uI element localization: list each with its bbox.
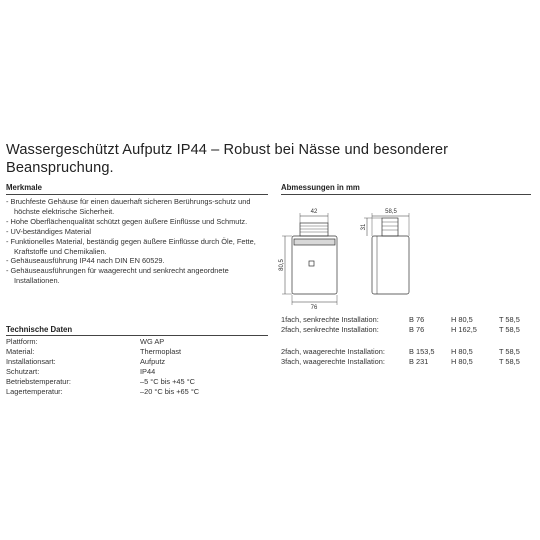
tech-value: –5 °C bis +45 °C bbox=[140, 376, 196, 386]
dimension-description: 2fach, waagerechte Installation: bbox=[281, 347, 385, 356]
front-height-label: 80,5 bbox=[279, 259, 285, 271]
dimension-description: 2fach, senkrechte Installation: bbox=[281, 324, 379, 334]
tech-value: WG AP bbox=[140, 337, 165, 346]
dimension-width: B 76 bbox=[409, 315, 425, 324]
dimension-height: H 80,5 bbox=[451, 356, 473, 366]
table-row bbox=[281, 347, 531, 357]
feature-item: - Bruchfeste Gehäuse für einen dauerhaft sicheren Berührungs-schutz und höchste elektrische Sicherheit. bbox=[6, 197, 268, 217]
table-row bbox=[281, 357, 531, 367]
dimension-description: 1fach, senkrechte Installation: bbox=[281, 315, 379, 324]
dimension-depth: T 58,5 bbox=[499, 315, 520, 324]
dimension-depth: T 58,5 bbox=[499, 347, 520, 356]
features-heading: Merkmale bbox=[6, 183, 42, 192]
dimensions-table-horizontal bbox=[281, 347, 531, 367]
dimensions-heading: Abmessungen in mm bbox=[281, 183, 360, 192]
front-view bbox=[282, 213, 337, 305]
side-cap-height-label: 31 bbox=[361, 223, 367, 231]
feature-item: - Hohe Oberflächenqualität schützt gegen äußere Einflüsse und Schmutz. bbox=[6, 217, 268, 227]
feature-item: - Funktionelles Material, beständig gegen äußere Einflüsse durch Öle, Fette, Kraftstoffe und Chemikalien. bbox=[6, 237, 268, 257]
dimension-drawing bbox=[276, 203, 426, 309]
table-row bbox=[281, 325, 531, 335]
page-title: Wassergeschützt Aufputz IP44 – Robust bei Nässe und besonderer Beanspruchung. bbox=[6, 142, 449, 176]
table-row bbox=[6, 387, 268, 397]
side-housing bbox=[372, 236, 409, 294]
dimension-description: 3fach, waagerechte Installation: bbox=[281, 356, 385, 366]
tech-key: Installationsart: bbox=[6, 356, 56, 366]
dimension-depth: T 58,5 bbox=[499, 356, 520, 366]
front-cable-gland bbox=[300, 223, 328, 236]
features-list bbox=[6, 197, 268, 286]
features-divider bbox=[6, 194, 268, 195]
tech-key: Lagertemperatur: bbox=[6, 386, 63, 396]
tech-value: IP44 bbox=[140, 366, 156, 376]
front-switch-indicator bbox=[309, 261, 314, 266]
dimension-width: B 231 bbox=[409, 356, 429, 366]
table-row bbox=[6, 357, 268, 367]
dimensions-table-vertical bbox=[281, 315, 531, 335]
table-row bbox=[6, 347, 268, 357]
side-view bbox=[364, 213, 409, 294]
tech-value: Thermoplast bbox=[140, 346, 182, 356]
table-row bbox=[6, 337, 268, 347]
tech-key: Schutzart: bbox=[6, 366, 40, 376]
front-bottom-width-label: 76 bbox=[310, 305, 318, 309]
tech-heading: Technische Daten bbox=[6, 325, 73, 334]
tech-divider bbox=[6, 335, 268, 336]
side-cable-gland bbox=[382, 218, 398, 236]
tech-value: –20 °C bis +65 °C bbox=[140, 386, 200, 396]
tech-value: Aufputz bbox=[140, 356, 166, 366]
dimension-height: H 162,5 bbox=[451, 324, 477, 334]
table-row bbox=[6, 377, 268, 387]
dimension-width: B 76 bbox=[409, 324, 425, 334]
dimension-height: H 80,5 bbox=[451, 347, 473, 356]
dimension-height: H 80,5 bbox=[451, 315, 473, 324]
side-top-depth-label: 58,5 bbox=[385, 209, 397, 215]
feature-item: - UV-beständiges Material bbox=[6, 227, 268, 237]
tech-key: Material: bbox=[6, 346, 35, 356]
tech-table bbox=[6, 337, 268, 396]
feature-item: - Gehäuseausführung IP44 nach DIN EN 60529. bbox=[6, 256, 268, 266]
table-row bbox=[281, 315, 531, 325]
feature-item: - Gehäuseausführungen für waagerecht und senkrecht angeordnete Installationen. bbox=[6, 266, 268, 286]
dimension-width: B 153,5 bbox=[409, 347, 435, 356]
tech-key: Betriebstemperatur: bbox=[6, 376, 71, 386]
front-top-width-label: 42 bbox=[310, 209, 318, 215]
table-row bbox=[6, 367, 268, 377]
dimension-depth: T 58,5 bbox=[499, 324, 520, 334]
front-lid bbox=[294, 239, 335, 245]
dimensions-divider bbox=[281, 194, 531, 195]
tech-key: Plattform: bbox=[6, 337, 38, 346]
